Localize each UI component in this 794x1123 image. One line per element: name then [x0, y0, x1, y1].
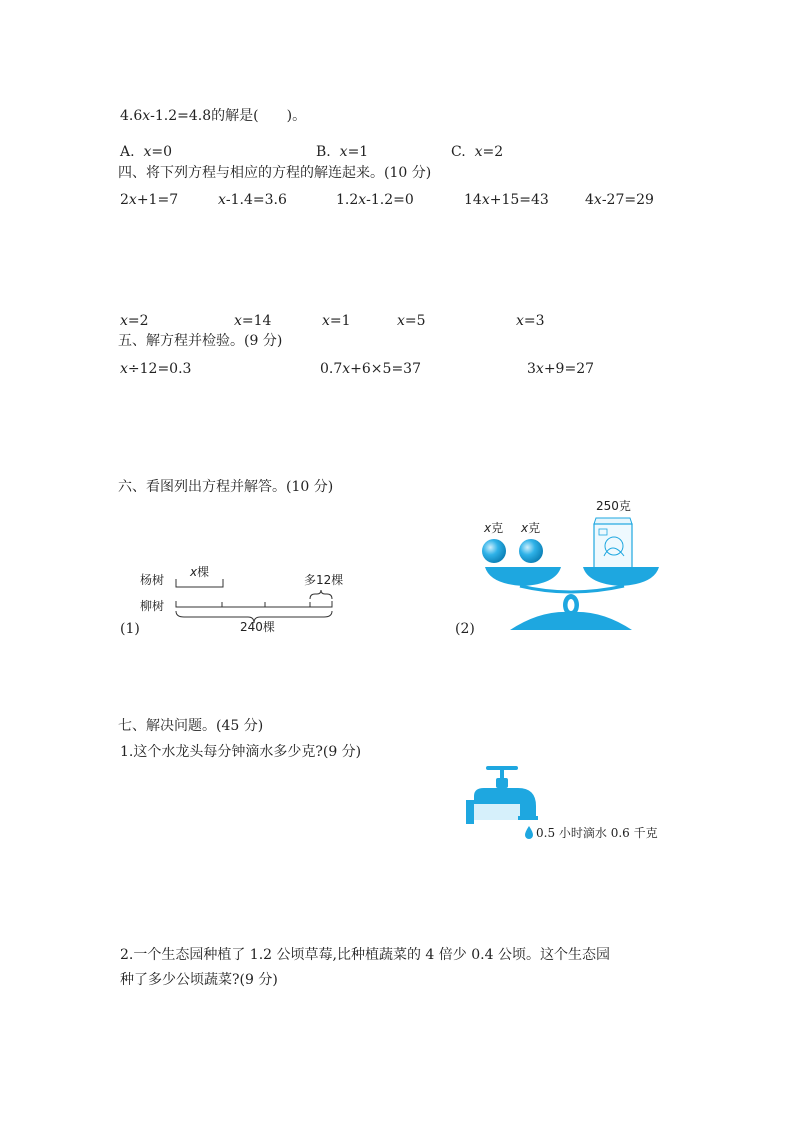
- option-var: x: [339, 144, 348, 160]
- option-var: x: [143, 144, 152, 160]
- eq-post: +15=43: [489, 192, 549, 208]
- q-coef: 4.6: [120, 108, 143, 124]
- option-value: =1: [347, 144, 369, 160]
- option-label: C.: [451, 144, 466, 160]
- section4-title: 四、将下列方程与相应的方程的解连起来。(10 分): [118, 165, 432, 181]
- sol-value: =1: [329, 313, 351, 329]
- sol-value: =3: [523, 313, 545, 329]
- section5-title: 五、解方程并检验。(9 分): [118, 333, 283, 349]
- eq-post: -27=29: [601, 192, 654, 208]
- section6-title: 六、看图列出方程并解答。(10 分): [118, 479, 334, 495]
- ball-var: x: [484, 521, 492, 535]
- seg-var: x: [190, 565, 198, 579]
- eq-post: +9=27: [543, 361, 595, 377]
- q7-2-line2: 种了多少公顷蔬菜?(9 分): [120, 972, 278, 988]
- eq-pre: 3: [527, 361, 536, 377]
- eq-var: x: [342, 361, 351, 377]
- q-rest: -1.2=4.8: [150, 108, 212, 124]
- eq-var: x: [128, 192, 137, 208]
- sol-var: x: [397, 313, 405, 329]
- option-value: =0: [151, 144, 173, 160]
- willow-label: 柳树: [140, 599, 165, 613]
- eq-pre: 14: [464, 192, 482, 208]
- eq-pre: 2: [120, 192, 129, 208]
- eq-var: x: [535, 361, 544, 377]
- ball-var: x: [521, 521, 529, 535]
- eq-pre: 0.7: [320, 361, 343, 377]
- sol-value: =14: [241, 313, 272, 329]
- sol-var: x: [516, 313, 524, 329]
- option-var: x: [474, 144, 483, 160]
- eq-post: +6×5=37: [350, 361, 421, 377]
- water-drop-icon: [525, 826, 533, 839]
- eq-post: -1.4=3.6: [225, 192, 287, 208]
- faucet-caption: 0.5 小时滴水 0.6 千克: [536, 826, 658, 840]
- total-label: 240棵: [240, 620, 275, 634]
- ball-unit: 克: [528, 521, 541, 535]
- faucet-icon: [466, 766, 538, 824]
- eq-pre: 1.2: [336, 192, 359, 208]
- eq-var: x: [593, 192, 602, 208]
- option-value: =2: [482, 144, 504, 160]
- ball-unit: 克: [491, 521, 504, 535]
- eq-post: +1=7: [136, 192, 179, 208]
- fig2-number: (2): [455, 621, 475, 637]
- sol-var: x: [120, 313, 128, 329]
- poplar-label: 杨树: [140, 573, 165, 587]
- eq-pre: 4: [585, 192, 594, 208]
- option-label: A.: [120, 144, 135, 160]
- eq-post: -1.2=0: [366, 192, 414, 208]
- q7-2-line1: 2.一个生态园种植了 1.2 公顷草莓,比种植蔬菜的 4 倍少 0.4 公顷。这个生态园: [120, 947, 610, 963]
- sol-var: x: [234, 313, 242, 329]
- eq-var: x: [481, 192, 490, 208]
- q7-1-text: 1.这个水龙头每分钟滴水多少克?(9 分): [120, 744, 362, 760]
- eq-var: x: [218, 192, 226, 208]
- q-tail: 的解是( )。: [211, 108, 307, 124]
- sol-value: =5: [404, 313, 426, 329]
- section7-title: 七、解决问题。(45 分): [118, 718, 264, 734]
- weight-label: 250克: [596, 499, 631, 513]
- extra-label: 多12棵: [304, 573, 344, 587]
- option-label: B.: [316, 144, 331, 160]
- sol-value: =2: [127, 313, 149, 329]
- eq-var: x: [120, 361, 128, 377]
- eq-var: x: [358, 192, 367, 208]
- q-var: x: [142, 108, 151, 124]
- sol-var: x: [322, 313, 330, 329]
- eq-post: ÷12=0.3: [127, 361, 192, 377]
- fig1-number: (1): [120, 621, 140, 637]
- seg-unit: 棵: [197, 565, 210, 579]
